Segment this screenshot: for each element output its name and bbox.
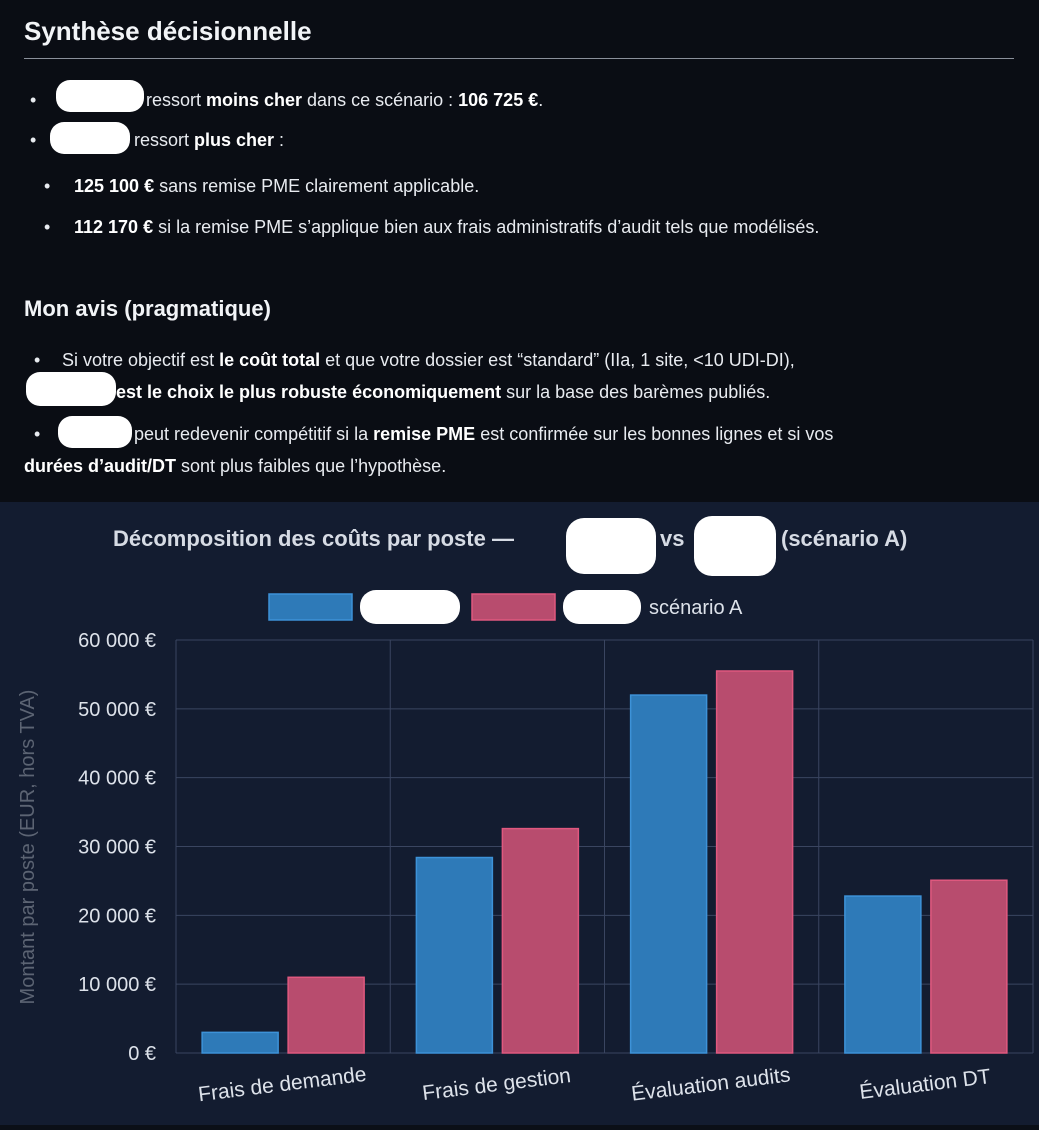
x-tick-label: Évaluation DT <box>858 1065 992 1105</box>
bar-series-2-3 <box>717 671 793 1053</box>
opinion-item-1-line-1: Si votre objectif est le coût total et que votre dossier est “standard” (IIa, 1 site, <10 UDI-DI), <box>62 350 795 370</box>
x-tick-label: Évaluation audits <box>630 1063 792 1106</box>
summary-item-pricier: ressort plus cher : <box>134 130 285 150</box>
redacted-name-mark <box>566 518 656 574</box>
y-tick-labels <box>78 630 156 1065</box>
bar-series-1-3 <box>631 695 707 1053</box>
opinion-item-2-line-1: peut redevenir compétitif si la remise PME est confirmée sur les bonnes lignes et si vos <box>134 424 834 444</box>
opinion-title: Mon avis (pragmatique) <box>24 296 271 321</box>
redacted-name-mark <box>360 590 460 624</box>
bar-series-1-4 <box>845 896 921 1053</box>
summary-subitem-no-discount: 125 100 € sans remise PME clairement applicable. <box>74 176 480 196</box>
bar-series-2-4 <box>931 880 1007 1053</box>
y-tick-label: 50 000 € <box>78 698 156 721</box>
bullet-dot: • <box>34 350 41 370</box>
bullet-dot: • <box>44 217 51 237</box>
chart-title-part-2: vs <box>660 526 685 551</box>
redacted-name-mark <box>694 516 776 576</box>
bar-series-1-1 <box>202 1032 278 1053</box>
chart-title-part-1: Décomposition des coûts par poste — <box>113 526 514 551</box>
legend-swatch-series-2 <box>472 594 555 620</box>
y-tick-label: 40 000 € <box>78 767 156 790</box>
chart-title-part-3: (scénario A) <box>781 526 908 551</box>
summary-panel <box>0 0 1039 502</box>
legend-swatch-series-1 <box>269 594 352 620</box>
redacted-name-mark <box>50 122 130 154</box>
x-tick-labels <box>197 1063 992 1106</box>
redacted-name-mark <box>563 590 641 624</box>
title-divider <box>24 58 1014 59</box>
x-tick-label: Frais de gestion <box>421 1064 573 1106</box>
y-tick-label: 10 000 € <box>78 974 156 997</box>
bullet-dot: • <box>30 130 37 150</box>
summary-subitem-discount: 112 170 € si la remise PME s’applique bien aux frais administratifs d’audit tels que modélisés. <box>74 217 820 237</box>
redacted-name-mark <box>58 416 132 448</box>
opinion-item-2-line-2: durées d’audit/DT sont plus faibles que l’hypothèse. <box>24 456 447 476</box>
y-tick-label: 30 000 € <box>78 836 156 859</box>
bullet-dot: • <box>34 424 41 444</box>
bullet-dot: • <box>30 90 37 110</box>
redacted-name-mark <box>56 80 144 112</box>
summary-item-cheaper: ressort moins cher dans ce scénario : 106 725 €. <box>146 90 544 110</box>
bar-series-2-1 <box>288 977 364 1053</box>
legend-suffix: scénario A <box>649 597 743 619</box>
cost-breakdown-chart <box>0 502 1039 1125</box>
bullet-dot: • <box>44 176 51 196</box>
chart-canvas <box>0 502 1039 1125</box>
redacted-name-mark <box>26 372 116 406</box>
y-tick-label: 20 000 € <box>78 905 156 928</box>
y-tick-label: 60 000 € <box>78 630 156 652</box>
x-tick-label: Frais de demande <box>196 1062 368 1107</box>
y-axis-label: Montant par poste (EUR, hors TVA) <box>17 689 39 1005</box>
bar-series-2-2 <box>502 829 578 1053</box>
y-tick-label: 0 € <box>128 1043 156 1065</box>
opinion-item-1-line-2: est le choix le plus robuste économiquement sur la base des barèmes publiés. <box>116 382 771 402</box>
summary-title: Synthèse décisionnelle <box>24 16 312 46</box>
bar-series-1-2 <box>416 858 492 1053</box>
